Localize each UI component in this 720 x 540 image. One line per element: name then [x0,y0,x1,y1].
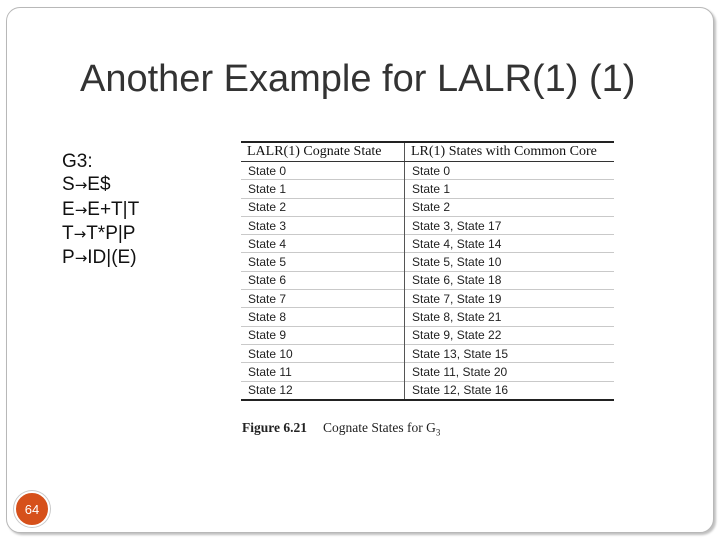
table-row [241,216,614,234]
table-row [241,180,614,198]
table-cell: State 2 [405,198,615,216]
table-row [241,290,614,308]
table-cell: State 11 [241,363,405,381]
caption-subscript: 3 [435,427,441,438]
table-cell: State 9, State 22 [405,326,615,344]
table-row [241,381,614,400]
table-cell: State 5 [241,253,405,271]
column-header: LR(1) States with Common Core [405,142,615,162]
table-cell: State 5, State 10 [405,253,615,271]
table-cell: State 8 [241,308,405,326]
table-cell: State 12, State 16 [405,381,615,400]
table-cell: State 11, State 20 [405,363,615,381]
column-header: LALR(1) Cognate State [241,142,405,162]
grammar-block [62,150,139,270]
figure-caption [242,420,440,438]
table-row [241,198,614,216]
table-row [241,271,614,289]
table-cell: State 1 [241,180,405,198]
cognate-states-table-figure [241,141,614,401]
arrow-icon: → [73,224,87,243]
table-row [241,253,614,271]
table-header-row [241,142,614,162]
table-cell: State 13, State 15 [405,344,615,362]
arrow-icon: → [74,249,88,268]
grammar-rule: E→E+T|T [62,198,140,220]
table-cell: State 0 [241,162,405,180]
grammar-rule: T→T*P|P [62,222,136,244]
table-cell: State 4 [241,235,405,253]
arrow-icon: → [74,200,88,219]
table-cell: State 9 [241,326,405,344]
table-cell: State 8, State 21 [405,308,615,326]
arrow-icon: → [74,176,88,195]
slide-title: Another Example for LALR(1) (1) [80,58,636,100]
grammar-rule: P→ID|(E) [62,247,137,269]
caption-text: Cognate States for G [323,420,436,435]
table-row [241,162,614,180]
table-cell: State 6 [241,271,405,289]
table-cell: State 3, State 17 [405,216,615,234]
table-cell: State 3 [241,216,405,234]
table-cell: State 4, State 14 [405,235,615,253]
table-cell: State 1 [405,180,615,198]
figure-number: Figure 6.21 [242,420,307,435]
table-cell: State 7, State 19 [405,290,615,308]
table-row [241,344,614,362]
grammar-name: G3: [62,151,93,172]
grammar-rule: S→E$ [62,174,111,196]
cognate-states-table [241,141,614,401]
table-cell: State 2 [241,198,405,216]
table-row [241,363,614,381]
table-cell: State 12 [241,381,405,400]
table-cell: State 10 [241,344,405,362]
table-cell: State 7 [241,290,405,308]
table-cell: State 6, State 18 [405,271,615,289]
table-row [241,235,614,253]
table-cell: State 0 [405,162,615,180]
table-row [241,308,614,326]
table-row [241,326,614,344]
page-number-badge: 64 [14,491,50,527]
